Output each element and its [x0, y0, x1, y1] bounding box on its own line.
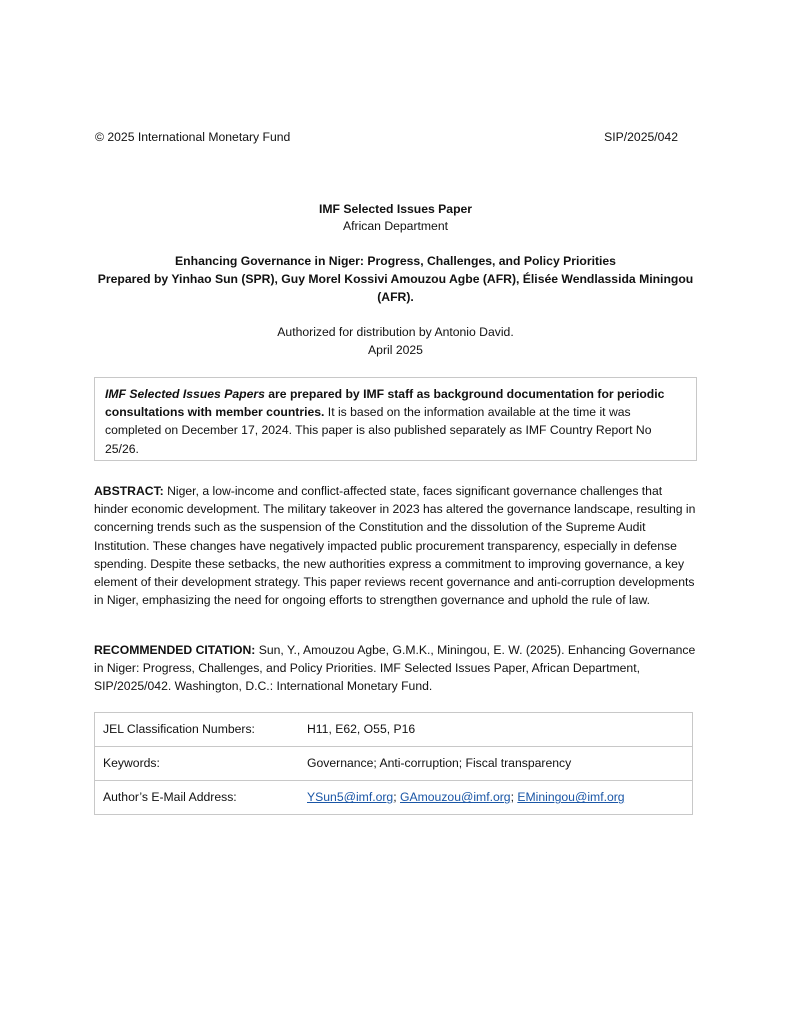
jel-value: H11, E62, O55, P16	[299, 713, 693, 747]
email-separator: ;	[393, 790, 400, 805]
publication-date: April 2025	[368, 343, 423, 357]
copyright-notice: © 2025 International Monetary Fund	[95, 130, 291, 144]
email-value	[299, 781, 693, 815]
authorization: Authorized for distribution by Antonio David.	[277, 325, 514, 339]
abstract-text: Niger, a low-income and conflict-affected state, faces significant governance challenges that hinder economic development. The military takeover in 2023 has altered the governance landscape, resulting in concerning trends such as the suspension of the Constitution and the dissolution of the Supreme Audit Institution. These changes have negatively impacted public procurement transparency, especially in defense spending. Despite these setbacks, the new authorities express a commitment to improving governance, a key element of their development strategy. This paper reviews recent governance and anti-corruption developments in Niger, emphasizing the need for ongoing efforts to strengthen governance and uphold the rule of law.	[94, 484, 696, 608]
jel-label: JEL Classification Numbers:	[95, 713, 300, 747]
table-row	[95, 713, 693, 747]
citation-paragraph	[94, 641, 699, 696]
series-title: IMF Selected Issues Paper	[318, 202, 473, 216]
notice-bold-text: are prepared by IMF staff as background documentation for periodic consultations with member countries.	[105, 387, 665, 420]
table-row	[95, 747, 693, 781]
paper-title: Enhancing Governance in Niger: Progress, Challenges, and Policy Priorities	[175, 254, 616, 268]
email-label: Author’s E-Mail Address:	[95, 781, 300, 815]
table-row	[95, 781, 693, 815]
email-link-sun[interactable]: YSun5@imf.org	[307, 790, 394, 805]
disclaimer-box	[94, 377, 697, 461]
metadata-table	[94, 712, 693, 815]
email-link-miningou[interactable]: EMiningou@imf.org	[517, 790, 625, 805]
authors-line-2: (AFR).	[377, 290, 414, 304]
notice-italic-lead: IMF Selected Issues Papers	[105, 387, 265, 401]
keywords-label: Keywords:	[95, 747, 300, 781]
email-link-amouzou[interactable]: GAmouzou@imf.org	[400, 790, 511, 805]
citation-text: Sun, Y., Amouzou Agbe, G.M.K., Miningou, E. W. (2025). Enhancing Governance in Niger: Progress, Challenges, and Policy Priorities. IMF Selected Issues Paper, African Department, SIP/2025/042. Washington, D.C.: International Monetary Fund.	[94, 643, 696, 694]
paper-number: SIP/2025/042	[604, 130, 678, 144]
citation-label: RECOMMENDED CITATION:	[94, 643, 256, 657]
abstract-label: ABSTRACT:	[94, 484, 164, 498]
authors-line-1: Prepared by Yinhao Sun (SPR), Guy Morel Kossivi Amouzou Agbe (AFR), Élisée Wendlassida Miningou	[97, 272, 694, 286]
abstract-paragraph	[94, 482, 699, 609]
department: African Department	[343, 219, 448, 233]
keywords-value: Governance; Anti-corruption; Fiscal transparency	[299, 747, 693, 781]
notice-plain-text: It is based on the information available at the time it was completed on December 17, 2024. This paper is also published separately as IMF Country Report No 25/26.	[105, 405, 652, 456]
email-separator: ;	[510, 790, 518, 805]
